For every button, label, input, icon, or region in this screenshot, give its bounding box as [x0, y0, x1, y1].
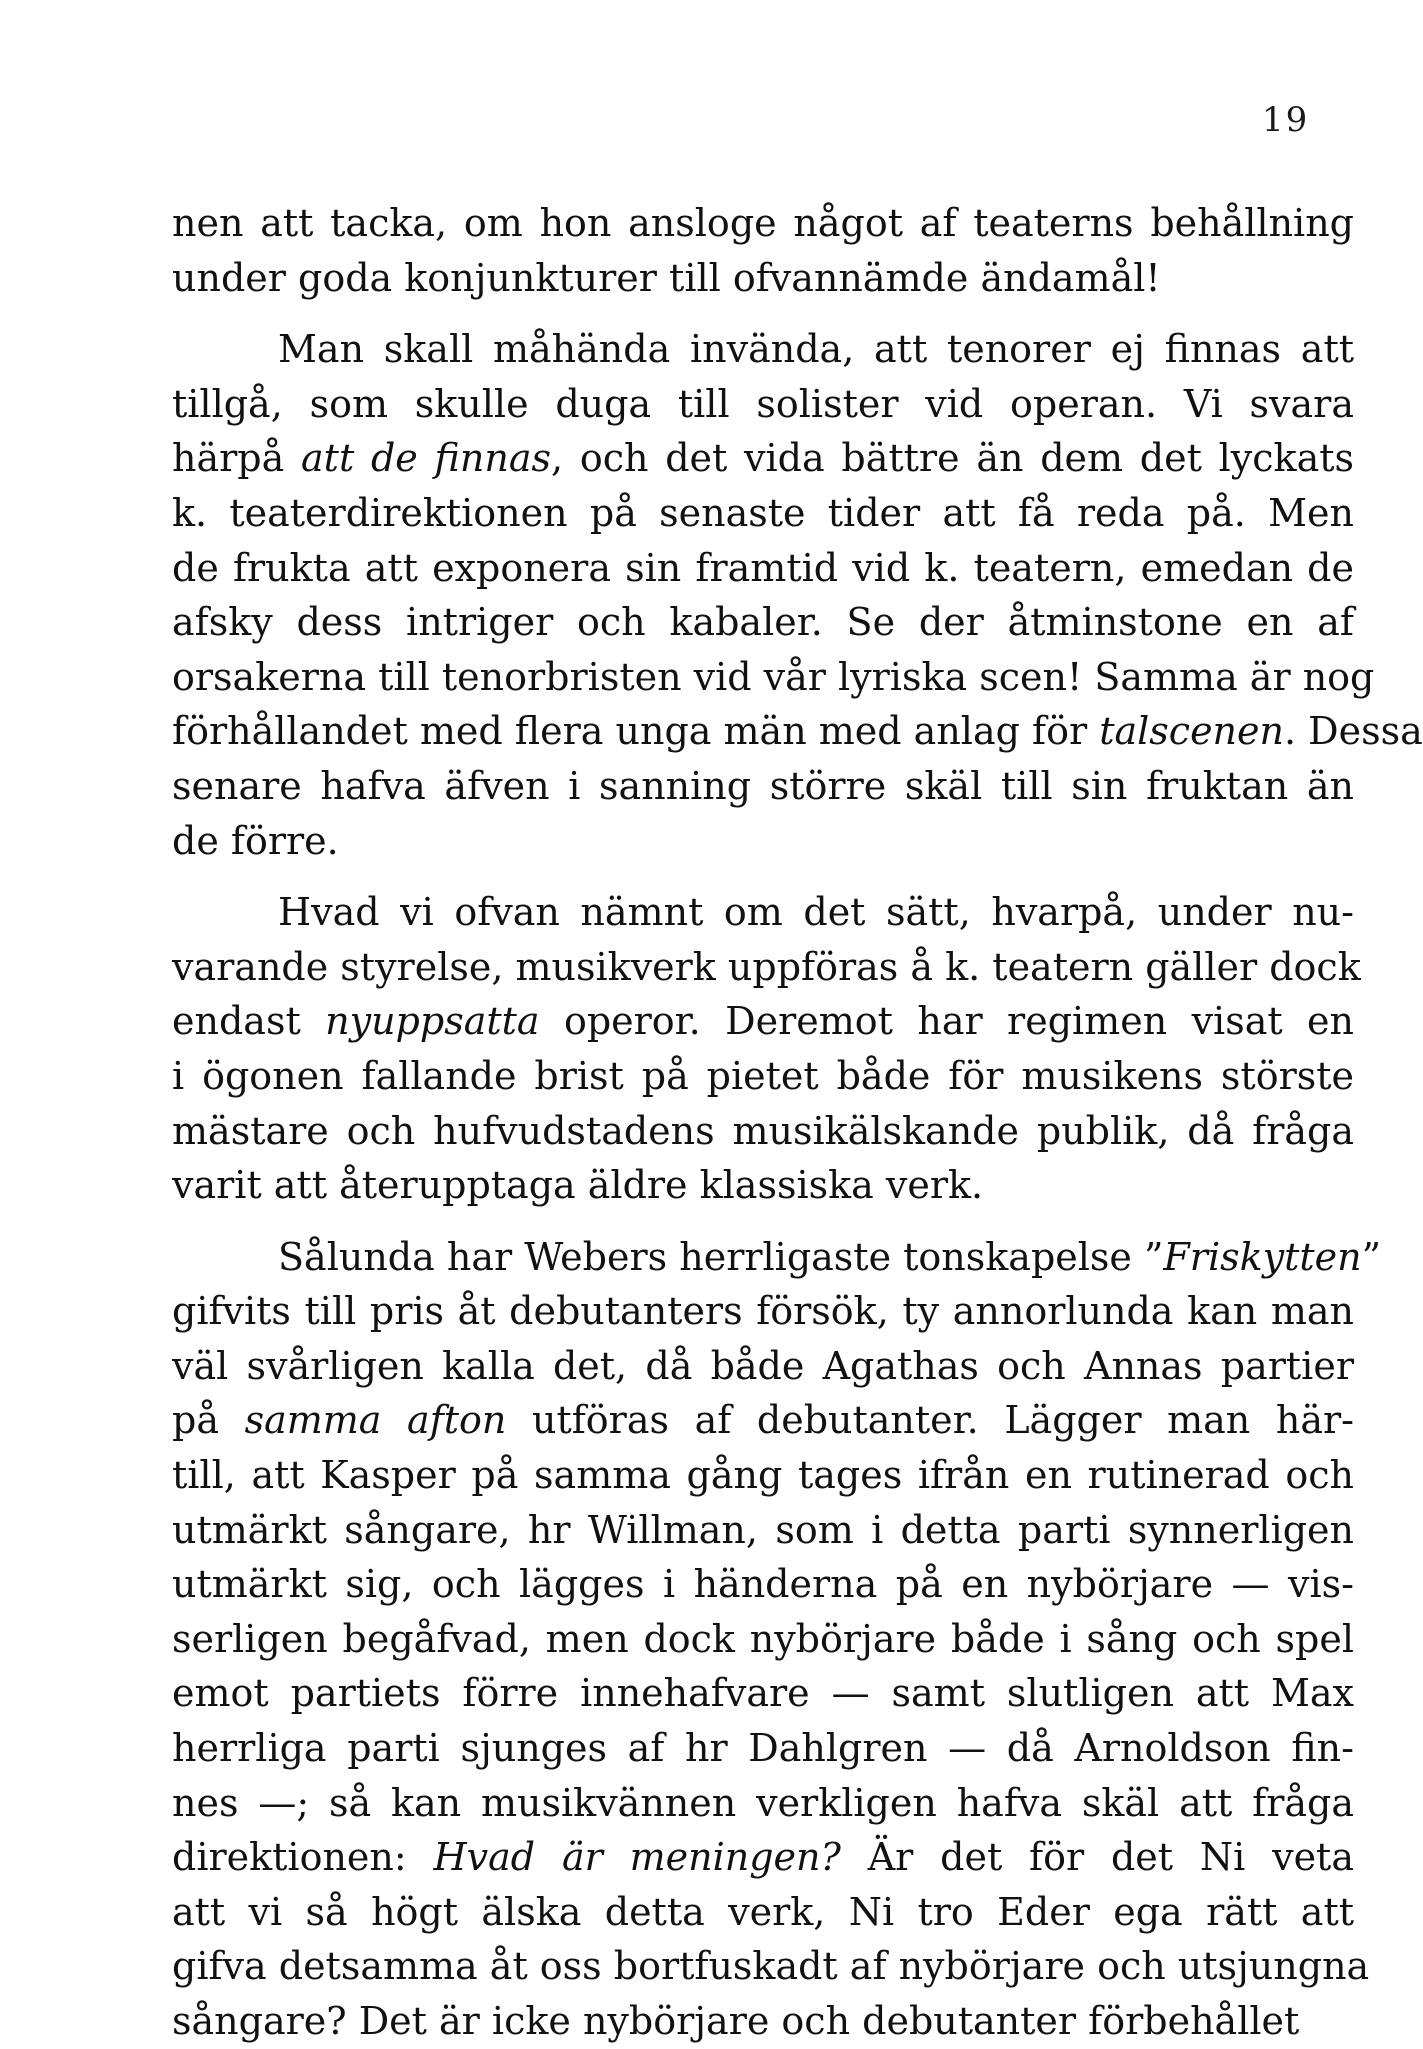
text-run: mästare och hufvudstadens musikälskande publik, då fråga — [172, 1108, 1354, 1153]
paragraph-gap — [172, 305, 1354, 322]
text-run: senare hafva äfven i sanning större skäl till sin fruktan än — [172, 763, 1354, 808]
text-run: varit att återupptaga äldre klassiska verk. — [172, 1163, 984, 1208]
italic-text: samma afton — [244, 1398, 507, 1443]
text-line — [172, 251, 1354, 306]
paragraph — [172, 196, 1354, 305]
text-run: att vi så högt älska detta verk, Ni tro Eder ega rätt att — [172, 1889, 1354, 1934]
text-run: ” — [1361, 1234, 1382, 1279]
text-run: till, att Kasper på samma gång tages ifrån en rutinerad och — [172, 1453, 1354, 1498]
text-run: nes —; så kan musikvännen verkligen hafva skäl att fråga — [172, 1780, 1354, 1825]
text-line — [172, 595, 1354, 650]
text-line — [172, 1230, 1382, 1285]
text-run: gifvits till pris åt debutanters försök, ty annorlunda kan man — [172, 1289, 1354, 1334]
text-line — [172, 1393, 1354, 1448]
text-line — [172, 1721, 1354, 1776]
italic-text: att de finnas — [301, 436, 551, 481]
text-run: utmärkt sig, och lägges i händerna på en nybörjare — vis- — [172, 1562, 1354, 1607]
paragraph — [172, 1230, 1382, 2049]
text-run: de förre. — [172, 818, 339, 863]
paragraph — [172, 885, 1361, 1213]
text-line — [172, 940, 1361, 995]
text-line — [172, 1284, 1354, 1339]
text-run: under goda konjunkturer till ofvannämde ändamål! — [172, 255, 1161, 300]
italic-text: nyuppsatta — [325, 999, 540, 1044]
text-run: . Dessa — [1284, 709, 1423, 754]
text-run: på — [172, 1398, 245, 1443]
text-run: förhållandet med flera unga män med anlag för — [172, 709, 1100, 754]
text-run: orsakerna till tenorbristen vid vår lyriska scen! Samma är nog — [172, 654, 1375, 699]
text-run: i ögonen fallande brist på pietet både för musikens störste — [172, 1053, 1354, 1098]
text-run: emot partiets förre innehafvare — samt slutligen att Max — [172, 1671, 1354, 1716]
text-line — [172, 1049, 1354, 1104]
text-line — [172, 1994, 1354, 2049]
text-line — [172, 1503, 1354, 1558]
page-number: 19 — [1262, 100, 1310, 140]
paragraph-gap — [172, 1213, 1354, 1230]
italic-text: Friskytten — [1163, 1234, 1362, 1279]
text-line — [172, 1830, 1354, 1885]
text-run: väl svårligen kalla det, då både Agathas och Annas partier — [172, 1343, 1354, 1388]
text-run: de frukta att exponera sin framtid vid k. teatern, emedan de — [172, 545, 1354, 590]
text-run: tillgå, som skulle duga till solister vid operan. Vi svara — [172, 381, 1354, 426]
text-line — [172, 1104, 1354, 1159]
text-line — [172, 1776, 1354, 1831]
text-run: operor. Deremot har regimen visat en — [539, 999, 1355, 1044]
text-line — [172, 1158, 1354, 1213]
text-line — [172, 1666, 1354, 1721]
text-line — [172, 1339, 1354, 1394]
italic-text: Hvad är meningen? — [433, 1835, 841, 1880]
text-run: endast — [172, 999, 326, 1044]
text-run: k. teaterdirektionen på senaste tider att få reda på. Men — [172, 490, 1354, 535]
paragraph-gap — [172, 868, 1354, 885]
text-run: Man skall måhända invända, att tenorer ej finnas att — [278, 327, 1354, 372]
text-run: Sålunda har Webers herrligaste tonskapelse ” — [278, 1234, 1164, 1279]
text-line — [172, 1612, 1354, 1667]
text-line — [172, 704, 1423, 759]
text-run: härpå — [172, 436, 302, 481]
paragraph — [172, 322, 1423, 868]
text-run: utföras af debutanter. Lägger man här- — [506, 1398, 1354, 1443]
text-run: sångare? Det är icke nybörjare och debutanter förbehållet — [172, 1999, 1300, 2043]
text-line — [172, 1939, 1370, 1994]
text-line — [172, 1885, 1354, 1940]
text-run: nen att tacka, om hon ansloge något af teaterns behållning — [172, 201, 1354, 245]
text-run: herrliga parti sjunges af hr Dahlgren — då Arnoldson fin- — [172, 1726, 1354, 1771]
text-line — [172, 431, 1354, 486]
body-text — [172, 196, 1423, 2049]
text-line — [172, 322, 1354, 377]
text-run: Är det för det Ni veta — [840, 1835, 1354, 1880]
text-run: direktionen: — [172, 1835, 434, 1880]
text-run: afsky dess intriger och kabaler. Se der åtminstone en af — [172, 600, 1354, 645]
italic-text: talscenen — [1099, 709, 1284, 754]
text-line — [172, 541, 1354, 596]
text-run: varande styrelse, musikverk uppföras å k. teatern gäller dock — [172, 944, 1361, 989]
text-line — [172, 885, 1354, 940]
text-line — [172, 486, 1354, 541]
text-line — [172, 1448, 1354, 1503]
text-run: , och det vida bättre än dem det lyckats — [551, 436, 1354, 481]
text-run: serligen begåfvad, men dock nybörjare både i sång och spel — [172, 1616, 1354, 1661]
text-line — [172, 196, 1354, 251]
text-line — [172, 650, 1375, 705]
text-line — [172, 814, 1354, 869]
text-run: Hvad vi ofvan nämnt om det sätt, hvarpå, under nu- — [278, 890, 1354, 935]
text-line — [172, 994, 1354, 1049]
text-run: utmärkt sångare, hr Willman, som i detta parti synnerligen — [172, 1507, 1354, 1552]
text-line — [172, 1557, 1354, 1612]
text-run: gifva detsamma åt oss bortfuskadt af nybörjare och utsjungna — [172, 1944, 1370, 1989]
text-line — [172, 759, 1354, 814]
text-line — [172, 377, 1354, 432]
